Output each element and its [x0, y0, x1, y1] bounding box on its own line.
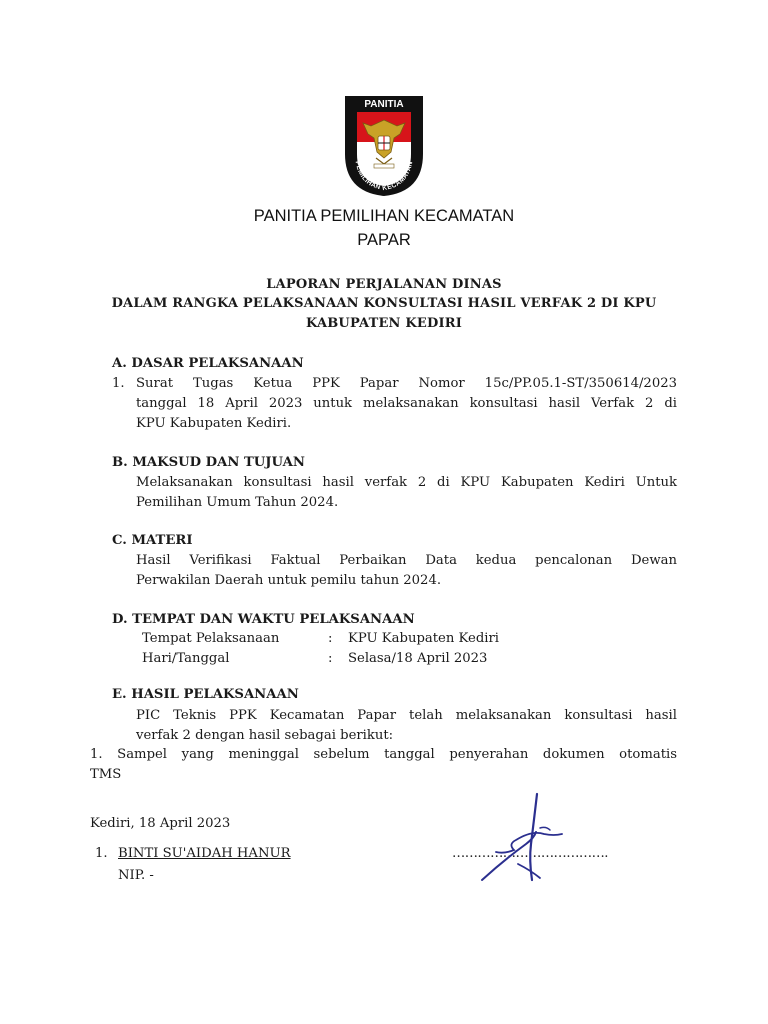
signer-name: BINTI SU'AIDAH HANUR: [118, 846, 291, 861]
result-item-line2: TMS: [90, 767, 122, 782]
detail-label-place: Tempat Pelaksanaan: [142, 631, 280, 646]
section-d-heading: D. TEMPAT DAN WAKTU PELAKSANAAN: [112, 612, 415, 627]
report-title-line3: KABUPATEN KEDIRI: [305, 316, 463, 331]
section-e-line2: verfak 2 dengan hasil sebagai berikut:: [136, 728, 394, 743]
handwritten-signature: [474, 790, 566, 886]
detail-separator: :: [328, 631, 333, 646]
detail-value-date: Selasa/18 April 2023: [348, 651, 488, 666]
section-a-item-line3: KPU Kabupaten Kediri.: [136, 416, 292, 431]
section-c-heading: C. MATERI: [112, 533, 193, 548]
report-title-line1: LAPORAN PERJALANAN DINAS: [266, 277, 502, 292]
section-a-item-line2: tanggal 18 April 2023 untuk melaksanakan konsultasi hasil Verfak 2 di: [136, 396, 677, 411]
section-c-line1: Hasil Verifikasi Faktual Perbaikan Data kedua pencalonan Dewan: [136, 553, 677, 568]
section-b-heading: B. MAKSUD DAN TUJUAN: [112, 455, 305, 470]
section-e-line1: PIC Teknis PPK Kecamatan Papar telah melaksanakan konsultasi hasil: [136, 708, 677, 723]
org-subdistrict: PAPAR: [357, 231, 411, 249]
logo-ring-text: PEMILIHAN KECAMATAN: [353, 160, 415, 193]
signature-line: ……………………………….: [452, 846, 608, 861]
report-title-line2: DALAM RANGKA PELAKSANAAN KONSULTASI HASIL VERFAK 2 DI KPU: [111, 296, 657, 311]
kpu-logo: [341, 90, 427, 198]
section-b-line2: Pemilihan Umum Tahun 2024.: [136, 495, 339, 510]
section-a-item-number: 1.: [112, 376, 125, 391]
section-e-heading: E. HASIL PELAKSANAAN: [112, 687, 299, 702]
detail-separator: :: [328, 651, 333, 666]
detail-label-date: Hari/Tanggal: [142, 651, 230, 666]
logo-top-text: PANITIA: [364, 99, 404, 110]
signer-number: 1.: [95, 846, 108, 861]
signer-nip: NIP. -: [118, 868, 154, 883]
result-item-line1: 1. Sampel yang meninggal sebelum tanggal penyerahan dokumen otomatis: [90, 747, 677, 762]
section-a-item-line1: Surat Tugas Ketua PPK Papar Nomor 15c/PP.05.1-ST/350614/2023: [136, 376, 677, 391]
section-b-line1: Melaksanakan konsultasi hasil verfak 2 di KPU Kabupaten Kediri Untuk: [136, 475, 677, 490]
section-c-line2: Perwakilan Daerah untuk pemilu tahun 2024.: [136, 573, 442, 588]
place-date: Kediri, 18 April 2023: [90, 816, 231, 831]
org-name: PANITIA PEMILIHAN KECAMATAN: [253, 207, 515, 225]
detail-value-place: KPU Kabupaten Kediri: [348, 631, 500, 646]
section-a-heading: A. DASAR PELAKSANAAN: [112, 356, 304, 371]
